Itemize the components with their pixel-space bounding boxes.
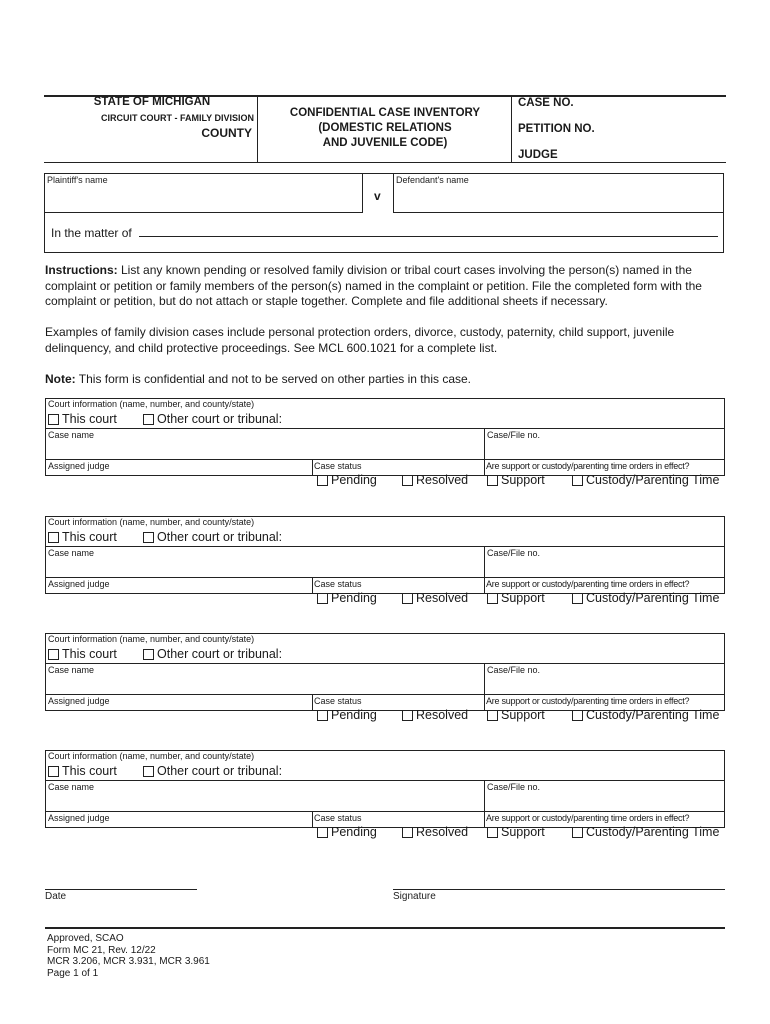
custody-label: Custody/Parenting Time	[586, 591, 720, 605]
case-block-divider	[312, 459, 313, 476]
pending-label: Pending	[331, 591, 377, 605]
other-court-option[interactable]	[143, 530, 282, 544]
case-name-label: Case name	[48, 548, 95, 558]
header-bottom-rule	[44, 162, 726, 163]
case-name-label: Case name	[48, 782, 95, 792]
pending-option[interactable]	[317, 473, 377, 487]
case-block-rule	[46, 780, 724, 781]
custody-option[interactable]	[572, 473, 719, 487]
case-name-label: Case name	[48, 665, 95, 675]
court-info-label: Court information (name, number, and county/state)	[48, 399, 255, 409]
case-block-rule	[46, 577, 724, 578]
custody-option[interactable]	[572, 825, 719, 839]
instructions-paragraph	[45, 263, 727, 310]
matter-input-line[interactable]	[139, 236, 718, 237]
note-paragraph	[45, 372, 727, 388]
note-lead: Note:	[45, 372, 76, 386]
other-court-option[interactable]	[143, 764, 282, 778]
court-info-label: Court information (name, number, and county/state)	[48, 751, 255, 761]
date-label: Date	[45, 891, 67, 902]
case-status-label: Case status	[314, 579, 362, 589]
case-block-divider	[484, 428, 485, 476]
case-file-no-label: Case/File no.	[487, 430, 541, 440]
resolved-checkbox[interactable]	[402, 827, 413, 838]
resolved-checkbox[interactable]	[402, 475, 413, 486]
other-court-option[interactable]	[143, 647, 282, 661]
resolved-option[interactable]	[402, 473, 468, 487]
custody-label: Custody/Parenting Time	[586, 473, 720, 487]
court-name: CIRCUIT COURT - FAMILY DIVISION	[100, 113, 254, 123]
support-option[interactable]	[487, 708, 545, 722]
other-court-checkbox[interactable]	[143, 766, 154, 777]
pending-checkbox[interactable]	[317, 827, 328, 838]
assigned-judge-label: Assigned judge	[48, 461, 110, 471]
case-block-rule	[46, 811, 724, 812]
case-block-divider	[484, 780, 485, 828]
other-court-option[interactable]	[143, 412, 282, 426]
case-block-rule	[46, 546, 724, 547]
this-court-option[interactable]	[48, 412, 117, 426]
custody-checkbox[interactable]	[572, 593, 583, 604]
versus-mark: v	[374, 189, 381, 203]
footer-rules: MCR 3.206, MCR 3.931, MCR 3.961	[47, 956, 210, 967]
support-option[interactable]	[487, 591, 545, 605]
resolved-option[interactable]	[402, 708, 468, 722]
pending-label: Pending	[331, 825, 377, 839]
custody-checkbox[interactable]	[572, 710, 583, 721]
footer-approval: Approved, SCAO	[47, 933, 124, 944]
support-option[interactable]	[487, 473, 545, 487]
case-status-label: Case status	[314, 813, 362, 823]
resolved-checkbox[interactable]	[402, 593, 413, 604]
case-block-divider	[484, 663, 485, 711]
resolved-option[interactable]	[402, 825, 468, 839]
support-label: Support	[501, 708, 545, 722]
signature-label: Signature	[393, 891, 436, 902]
case-block-2	[45, 516, 725, 605]
other-court-label: Other court or tribunal:	[157, 647, 283, 661]
instructions-lead: Instructions:	[45, 263, 118, 277]
plaintiff-name-label: Plaintiff's name	[47, 175, 108, 185]
support-checkbox[interactable]	[487, 593, 498, 604]
header-divider-right	[511, 96, 512, 162]
orders-question-label: Are support or custody/parenting time orders in effect?	[486, 696, 690, 706]
this-court-label: This court	[62, 530, 117, 544]
case-block-divider	[484, 546, 485, 594]
resolved-label: Resolved	[416, 708, 469, 722]
support-label: Support	[501, 825, 545, 839]
form-title	[262, 106, 508, 151]
form-title-line-3: AND JUVENILE CODE)	[322, 137, 448, 149]
custody-checkbox[interactable]	[572, 827, 583, 838]
this-court-checkbox[interactable]	[48, 766, 59, 777]
orders-question-label: Are support or custody/parenting time orders in effect?	[486, 461, 690, 471]
matter-label: In the matter of	[51, 226, 132, 240]
orders-question-label: Are support or custody/parenting time orders in effect?	[486, 579, 690, 589]
form-title-line-2: (DOMESTIC RELATIONS	[318, 122, 452, 134]
case-block-rule	[46, 428, 724, 429]
form-title-line-1: CONFIDENTIAL CASE INVENTORY	[289, 107, 481, 119]
pending-option[interactable]	[317, 708, 377, 722]
this-court-checkbox[interactable]	[48, 532, 59, 543]
signature-line[interactable]	[393, 889, 725, 890]
support-checkbox[interactable]	[487, 475, 498, 486]
custody-label: Custody/Parenting Time	[586, 708, 720, 722]
case-file-no-label: Case/File no.	[487, 548, 541, 558]
custody-option[interactable]	[572, 708, 719, 722]
footer-rule	[45, 927, 725, 929]
case-block-divider	[312, 811, 313, 828]
this-court-option[interactable]	[48, 764, 117, 778]
pending-label: Pending	[331, 708, 377, 722]
footer-form-number: Form MC 21, Rev. 12/22	[47, 944, 156, 956]
assigned-judge-label: Assigned judge	[48, 813, 110, 823]
pending-option[interactable]	[317, 825, 377, 839]
support-checkbox[interactable]	[487, 710, 498, 721]
case-block-1	[45, 398, 725, 487]
resolved-label: Resolved	[416, 825, 469, 839]
case-file-no-label: Case/File no.	[487, 782, 541, 792]
case-name-label: Case name	[48, 430, 95, 440]
case-block-rule	[46, 663, 724, 664]
date-line[interactable]	[45, 889, 197, 890]
case-status-label: Case status	[314, 696, 362, 706]
support-label: Support	[501, 473, 545, 487]
case-block-4	[45, 750, 725, 839]
state-name: STATE OF MICHIGAN	[93, 96, 211, 108]
resolved-label: Resolved	[416, 473, 469, 487]
this-court-option[interactable]	[48, 530, 117, 544]
other-court-checkbox[interactable]	[143, 649, 154, 660]
support-label: Support	[501, 591, 545, 605]
footer-block	[47, 933, 210, 979]
resolved-checkbox[interactable]	[402, 710, 413, 721]
pending-checkbox[interactable]	[317, 593, 328, 604]
this-court-label: This court	[62, 412, 117, 426]
other-court-label: Other court or tribunal:	[157, 412, 283, 426]
this-court-label: This court	[62, 764, 117, 778]
custody-label: Custody/Parenting Time	[586, 825, 720, 839]
pending-label: Pending	[331, 473, 377, 487]
footer-page: Page 1 of 1	[47, 967, 99, 979]
note-text: This form is confidential and not to be served on other parties in this case.	[75, 372, 471, 386]
case-block-divider	[312, 577, 313, 594]
assigned-judge-label: Assigned judge	[48, 579, 110, 589]
this-court-checkbox[interactable]	[48, 414, 59, 425]
court-info-label: Court information (name, number, and county/state)	[48, 517, 255, 527]
custody-checkbox[interactable]	[572, 475, 583, 486]
county-label[interactable]: COUNTY	[201, 126, 252, 140]
petition-no-field[interactable]: PETITION NO.	[518, 123, 595, 135]
other-court-checkbox[interactable]	[143, 532, 154, 543]
instructions-text: List any known pending or resolved family division or tribal court cases involving the person(s) named in the complaint or petition or family members of the person(s) named in the complaint or petition. File the completed form with the complaint or petition, but do not attach or staple together. Complete and file additional sheets if necessary.	[45, 263, 702, 308]
other-court-checkbox[interactable]	[143, 414, 154, 425]
examples-paragraph: Examples of family division cases include personal protection orders, divorce, custody, paternity, child support, juvenile delinquency, and child protective proceedings. See MCL 600.1021 for a complete list.	[45, 325, 675, 355]
other-court-label: Other court or tribunal:	[157, 764, 283, 778]
pending-checkbox[interactable]	[317, 710, 328, 721]
case-no-field[interactable]: CASE NO.	[518, 97, 574, 109]
defendant-name-label: Defendant's name	[396, 175, 469, 185]
case-block-3	[45, 633, 725, 722]
case-file-no-label: Case/File no.	[487, 665, 541, 675]
court-info-label: Court information (name, number, and county/state)	[48, 634, 255, 644]
this-court-option[interactable]	[48, 647, 117, 661]
case-block-rule	[46, 694, 724, 695]
support-checkbox[interactable]	[487, 827, 498, 838]
assigned-judge-label: Assigned judge	[48, 696, 110, 706]
this-court-checkbox[interactable]	[48, 649, 59, 660]
this-court-label: This court	[62, 647, 117, 661]
resolved-label: Resolved	[416, 591, 469, 605]
case-block-rule	[46, 459, 724, 460]
pending-option[interactable]	[317, 591, 377, 605]
other-court-label: Other court or tribunal:	[157, 530, 283, 544]
judge-field[interactable]: JUDGE	[518, 149, 558, 161]
custody-option[interactable]	[572, 591, 719, 605]
resolved-option[interactable]	[402, 591, 468, 605]
pending-checkbox[interactable]	[317, 475, 328, 486]
case-block-divider	[312, 694, 313, 711]
case-status-label: Case status	[314, 461, 362, 471]
support-option[interactable]	[487, 825, 545, 839]
orders-question-label: Are support or custody/parenting time orders in effect?	[486, 813, 690, 823]
